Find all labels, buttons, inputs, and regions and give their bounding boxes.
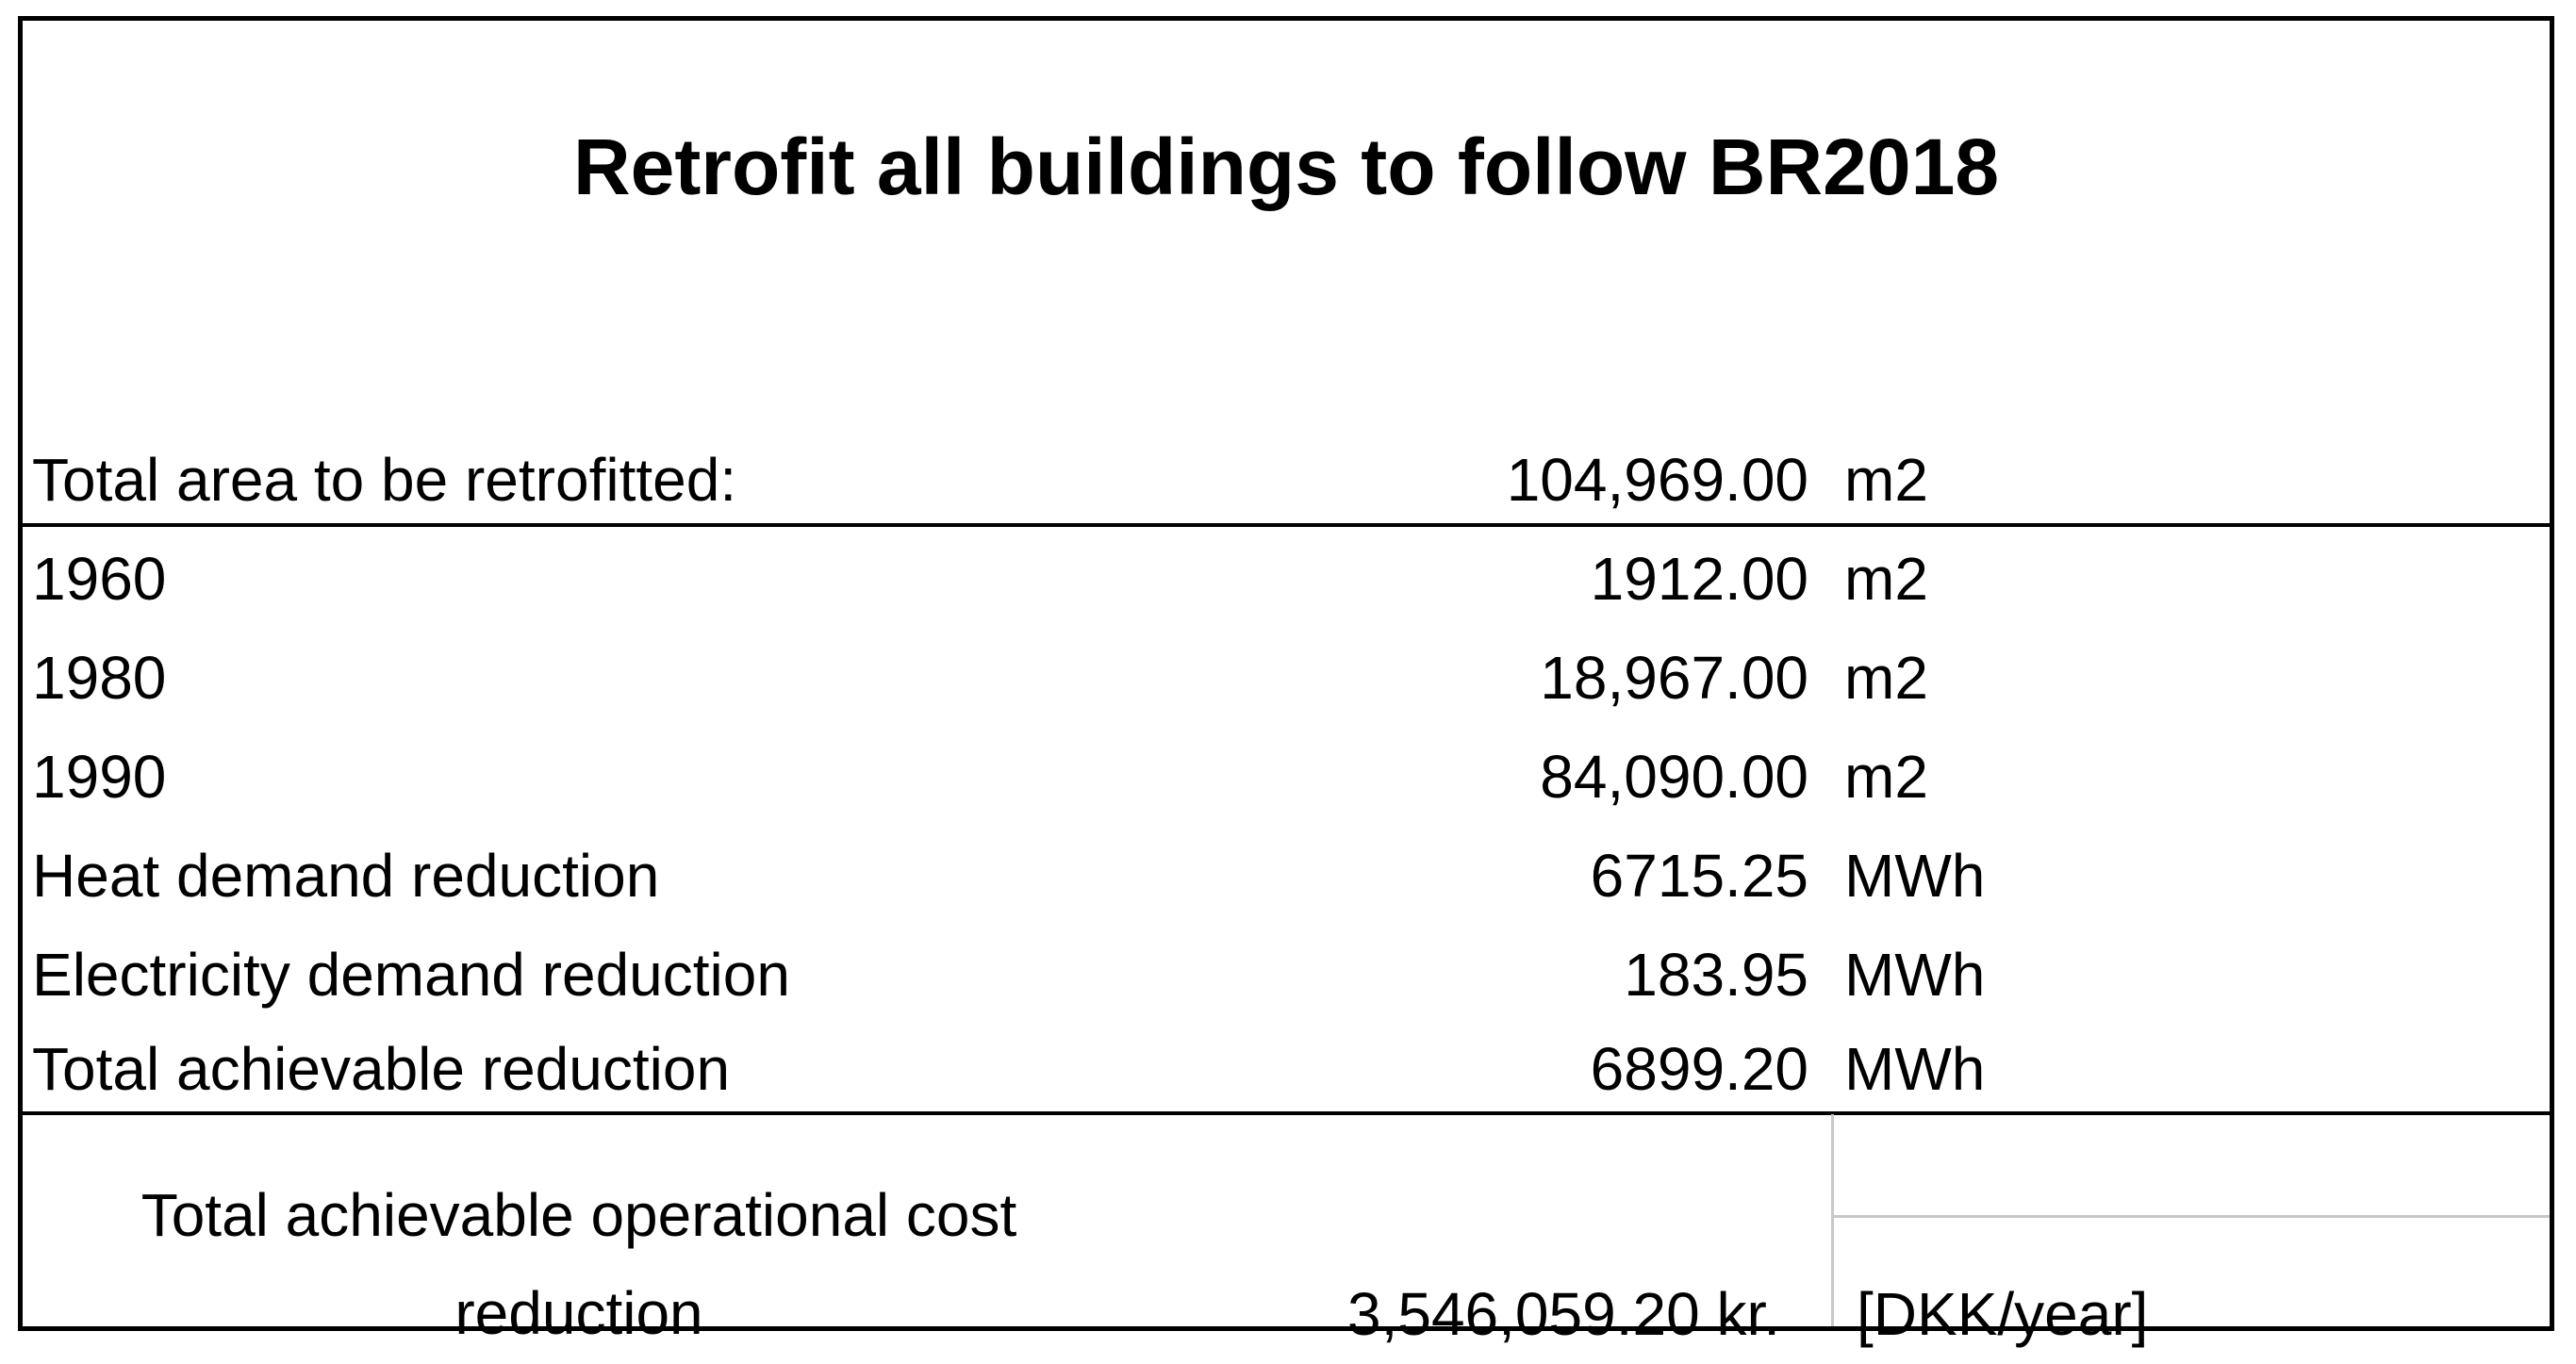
row-unit: MWh xyxy=(1844,1035,1986,1103)
row-label: 1990 xyxy=(32,743,167,811)
table-title: Retrofit all buildings to follow BR2018 xyxy=(572,123,2000,211)
row-value: 104,969.00 xyxy=(1506,446,1808,514)
row-label: Total achievable reduction xyxy=(32,1035,731,1103)
cell-border xyxy=(1831,1114,1834,1326)
row-value: 6899.20 xyxy=(1590,1035,1808,1103)
table-row-total-area xyxy=(23,431,2550,530)
table-row-1960 xyxy=(23,530,2550,629)
row-value: 84,090.00 xyxy=(1540,743,1808,811)
row-value: 6715.25 xyxy=(1590,842,1808,910)
cost-reduction-unit: [DKK/year] xyxy=(1857,1280,2149,1348)
row-unit: MWh xyxy=(1844,842,1986,910)
row-unit: m2 xyxy=(1844,644,1928,712)
cell-border xyxy=(1831,1215,2550,1218)
table-row-heat-demand xyxy=(23,827,2550,926)
table-row-1990 xyxy=(23,728,2550,827)
table-row-total-reduction xyxy=(23,1020,2550,1119)
row-label: 1980 xyxy=(32,644,167,712)
row-unit: m2 xyxy=(1844,743,1928,811)
row-label: Electricity demand reduction xyxy=(32,941,790,1009)
cost-reduction-label xyxy=(23,1166,1135,1362)
row-label: Total area to be retrofitted: xyxy=(32,446,737,514)
row-unit: m2 xyxy=(1844,545,1928,613)
cost-label-line2: reduction xyxy=(454,1279,703,1347)
row-unit: MWh xyxy=(1844,941,1986,1009)
cost-reduction-value: 3,546,059.20 kr. xyxy=(1346,1280,1780,1348)
table-row-1980 xyxy=(23,629,2550,728)
row-value: 183.95 xyxy=(1624,941,1808,1009)
divider xyxy=(23,523,2550,527)
row-value: 1912.00 xyxy=(1590,545,1808,613)
row-value: 18,967.00 xyxy=(1540,644,1808,712)
row-label: 1960 xyxy=(32,545,167,613)
cost-label-line1: Total achievable operational cost xyxy=(140,1181,1017,1249)
divider xyxy=(23,1111,2550,1115)
row-unit: m2 xyxy=(1844,446,1928,514)
table-row-electricity-demand xyxy=(23,926,2550,1025)
retrofit-table xyxy=(18,16,2554,1348)
row-label: Heat demand reduction xyxy=(32,842,660,910)
